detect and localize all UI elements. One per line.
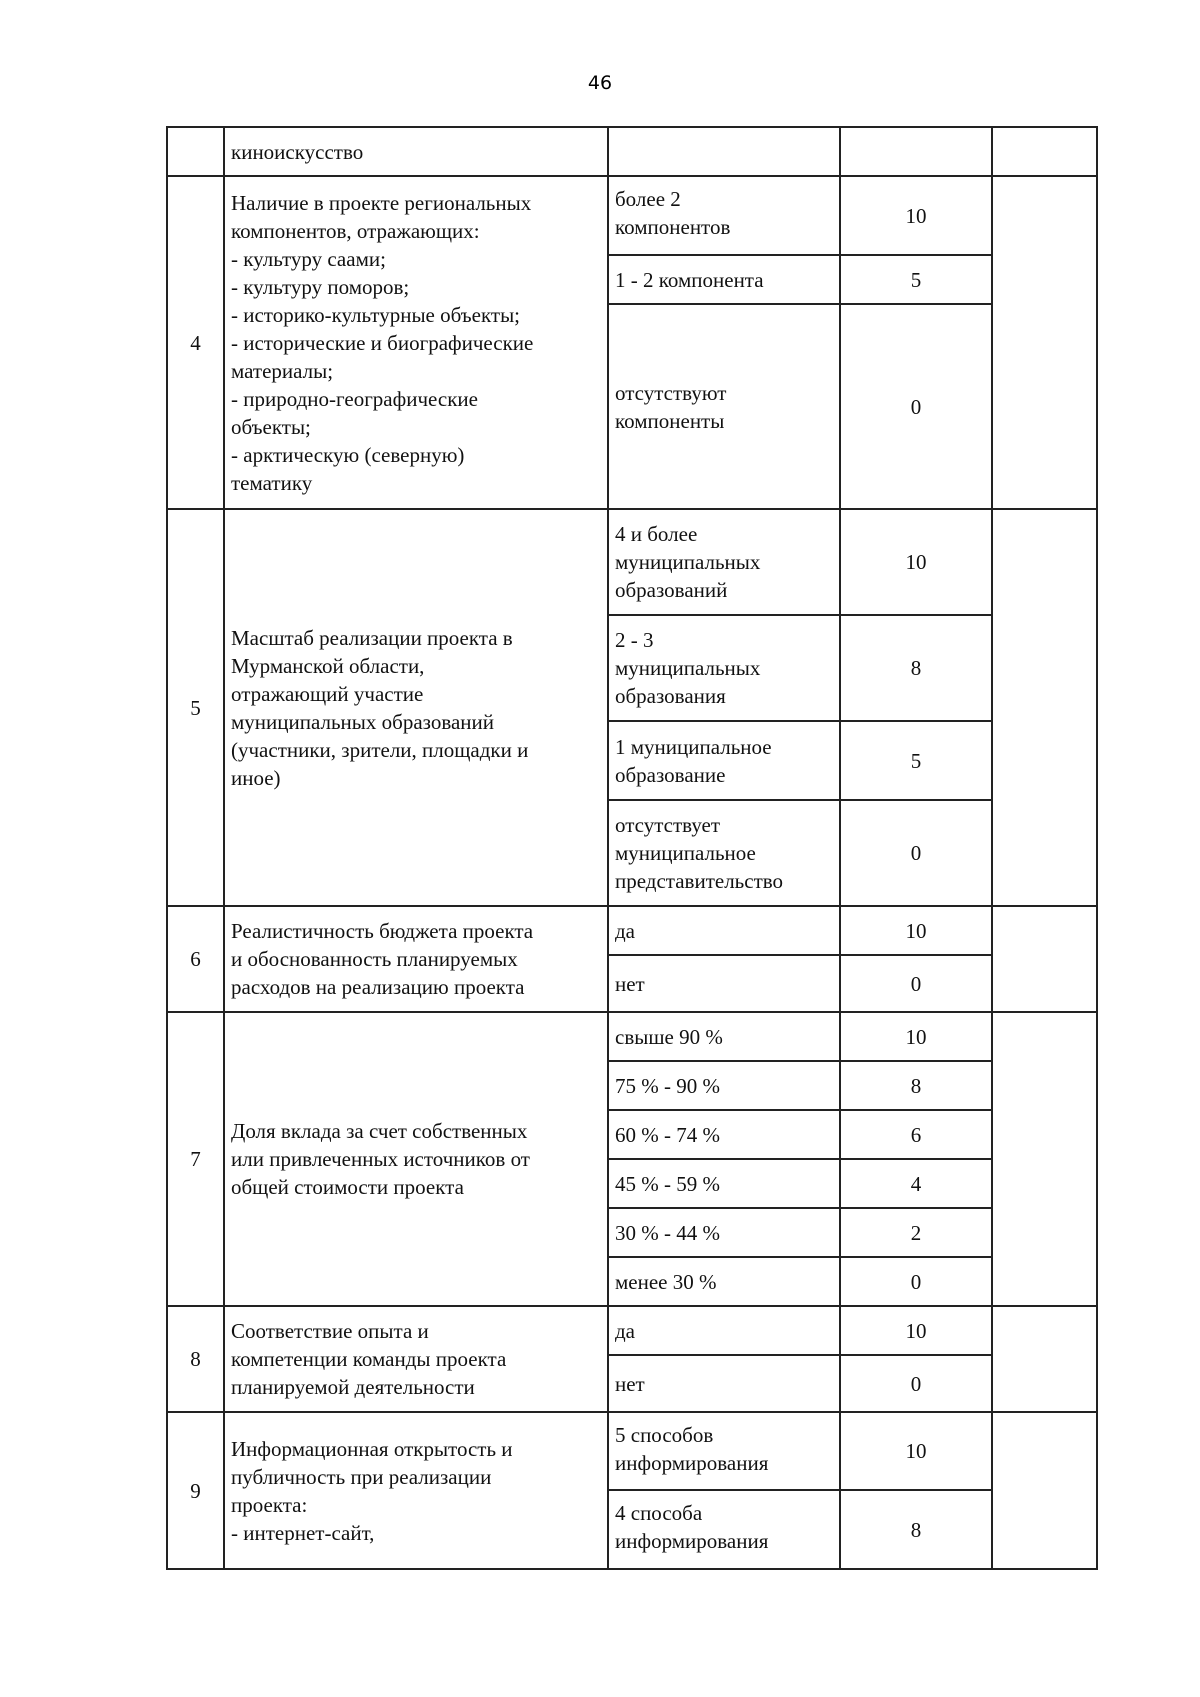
option-score: 10 [840, 906, 992, 955]
criterion-line: - природно-географические [231, 387, 478, 411]
option-line: 75 % - 90 % [615, 1073, 720, 1098]
evaluation-cell [992, 1012, 1097, 1306]
option-line: отсутствует [615, 813, 721, 837]
option-line: 60 % - 74 % [615, 1122, 720, 1147]
option-line: муниципальных [615, 550, 761, 574]
option-label [608, 1159, 840, 1208]
criterion-line: или привлеченных источников от [231, 1147, 530, 1171]
page-number: 46 [587, 72, 613, 94]
option-score: 0 [840, 1355, 992, 1412]
option-line: муниципальных [615, 656, 761, 680]
option-line: 2 - 3 [615, 628, 654, 652]
option-line: компоненты [615, 408, 725, 433]
criterion-text [224, 176, 608, 509]
option-line: да [615, 918, 636, 943]
option-score: 10 [840, 1012, 992, 1061]
option-score: 5 [840, 721, 992, 800]
table-row [167, 1306, 1097, 1355]
criterion-text [224, 1012, 608, 1306]
criterion-line: киноискусство [231, 139, 364, 164]
criterion-line: Мурманской области, [231, 653, 425, 678]
option-line: муниципальное [615, 841, 756, 865]
option-score: 8 [840, 1490, 992, 1569]
table-row [167, 176, 1097, 255]
criterion-line: материалы; [231, 359, 334, 383]
evaluation-cell [992, 1412, 1097, 1569]
option-label [608, 1412, 840, 1490]
criterion-number: 4 [167, 176, 224, 509]
criterion-line: публичность при реализации [231, 1464, 492, 1489]
criterion-text [224, 1412, 608, 1569]
criterion-line: иное) [231, 765, 281, 790]
option-score: 8 [840, 1061, 992, 1110]
evaluation-cell [992, 906, 1097, 1012]
criterion-line: Наличие в проекте региональных [231, 191, 532, 215]
criterion-line: - исторические и биографические [231, 331, 534, 355]
criterion-number: 6 [167, 906, 224, 1012]
table-row [167, 127, 1097, 176]
option-score: 0 [840, 304, 992, 509]
option-score: 10 [840, 1412, 992, 1490]
table-row [167, 509, 1097, 615]
option-line: компонентов [615, 215, 731, 239]
table-row [167, 906, 1097, 955]
option-score: 6 [840, 1110, 992, 1159]
criterion-line: проекта: [231, 1492, 308, 1517]
criterion-line: Информационная открытость и [231, 1436, 513, 1461]
criterion-line: планируемой деятельности [231, 1375, 475, 1399]
criterion-line: - историко-культурные объекты; [231, 303, 521, 327]
option-line: информирования [615, 1529, 769, 1553]
option-line: 5 способов [615, 1423, 714, 1447]
option-label [608, 1490, 840, 1569]
option-label [608, 1012, 840, 1061]
option-label [608, 127, 840, 176]
evaluation-cell [992, 176, 1097, 509]
criterion-line: Доля вклада за счет собственных [231, 1119, 528, 1143]
option-label [608, 509, 840, 615]
option-line: да [615, 1318, 636, 1343]
option-score: 0 [840, 1257, 992, 1306]
option-label [608, 1061, 840, 1110]
option-line: информирования [615, 1451, 769, 1475]
option-line: отсутствуют [615, 380, 727, 405]
option-score: 10 [840, 1306, 992, 1355]
criterion-number: 5 [167, 509, 224, 906]
criteria-table-body [167, 127, 1097, 1569]
criterion-text [224, 127, 608, 176]
criterion-line: - арктическую (северную) [231, 443, 465, 467]
option-score: 10 [840, 176, 992, 255]
option-score: 8 [840, 615, 992, 721]
option-label [608, 615, 840, 721]
option-label [608, 1355, 840, 1412]
option-line: 4 способа [615, 1501, 703, 1525]
criterion-number: 9 [167, 1412, 224, 1569]
criterion-text [224, 906, 608, 1012]
option-label [608, 304, 840, 509]
option-score: 4 [840, 1159, 992, 1208]
criteria-table [166, 126, 1098, 1570]
option-line: 30 % - 44 % [615, 1220, 720, 1245]
criterion-line: - культуру поморов; [231, 275, 410, 299]
option-line: 4 и более [615, 522, 698, 546]
criterion-line: компонентов, отражающих: [231, 219, 480, 243]
criterion-number: 8 [167, 1306, 224, 1412]
criterion-line: Реалистичность бюджета проекта [231, 919, 534, 943]
criterion-text [224, 509, 608, 906]
option-line: образование [615, 762, 726, 787]
option-line: 1 - 2 компонента [615, 267, 764, 292]
option-line: образований [615, 578, 728, 602]
option-line: нет [615, 1371, 645, 1396]
criterion-line: объекты; [231, 415, 311, 439]
option-label [608, 721, 840, 800]
option-score: 10 [840, 509, 992, 615]
criterion-text [224, 1306, 608, 1412]
evaluation-cell [992, 1306, 1097, 1412]
option-line: нет [615, 971, 645, 996]
option-label [608, 906, 840, 955]
criterion-line: Соответствие опыта и [231, 1319, 429, 1343]
option-label [608, 1306, 840, 1355]
option-score: 5 [840, 255, 992, 304]
option-label [608, 176, 840, 255]
criterion-line: - культуру саами; [231, 247, 386, 271]
criterion-line: (участники, зрители, площадки и [231, 737, 529, 762]
criterion-line: отражающий участие [231, 681, 424, 706]
option-score: 2 [840, 1208, 992, 1257]
option-label [608, 1208, 840, 1257]
table-row [167, 1012, 1097, 1061]
option-line: более 2 [615, 187, 681, 211]
option-score [840, 127, 992, 176]
option-label [608, 955, 840, 1012]
criterion-line: общей стоимости проекта [231, 1175, 464, 1199]
criterion-line: расходов на реализацию проекта [231, 975, 525, 999]
option-line: представительство [615, 869, 784, 893]
option-line: менее 30 % [615, 1269, 717, 1294]
option-score: 0 [840, 800, 992, 906]
option-label [608, 255, 840, 304]
criterion-line: муниципальных образований [231, 709, 494, 734]
criterion-line: - интернет-сайт, [231, 1520, 375, 1545]
criterion-line: тематику [231, 471, 313, 495]
table-row [167, 1412, 1097, 1490]
option-label [608, 1110, 840, 1159]
criterion-number: 7 [167, 1012, 224, 1306]
option-score: 0 [840, 955, 992, 1012]
option-label [608, 1257, 840, 1306]
evaluation-cell [992, 127, 1097, 176]
option-line: свыше 90 % [615, 1024, 723, 1049]
option-line: 1 муниципальное [615, 734, 772, 759]
option-line: образования [615, 684, 726, 708]
option-line: 45 % - 59 % [615, 1171, 720, 1196]
criterion-line: и обоснованность планируемых [231, 947, 518, 971]
option-label [608, 800, 840, 906]
criterion-line: Масштаб реализации проекта в [231, 625, 513, 650]
criterion-number [167, 127, 224, 176]
criterion-line: компетенции команды проекта [231, 1347, 507, 1371]
evaluation-cell [992, 509, 1097, 906]
